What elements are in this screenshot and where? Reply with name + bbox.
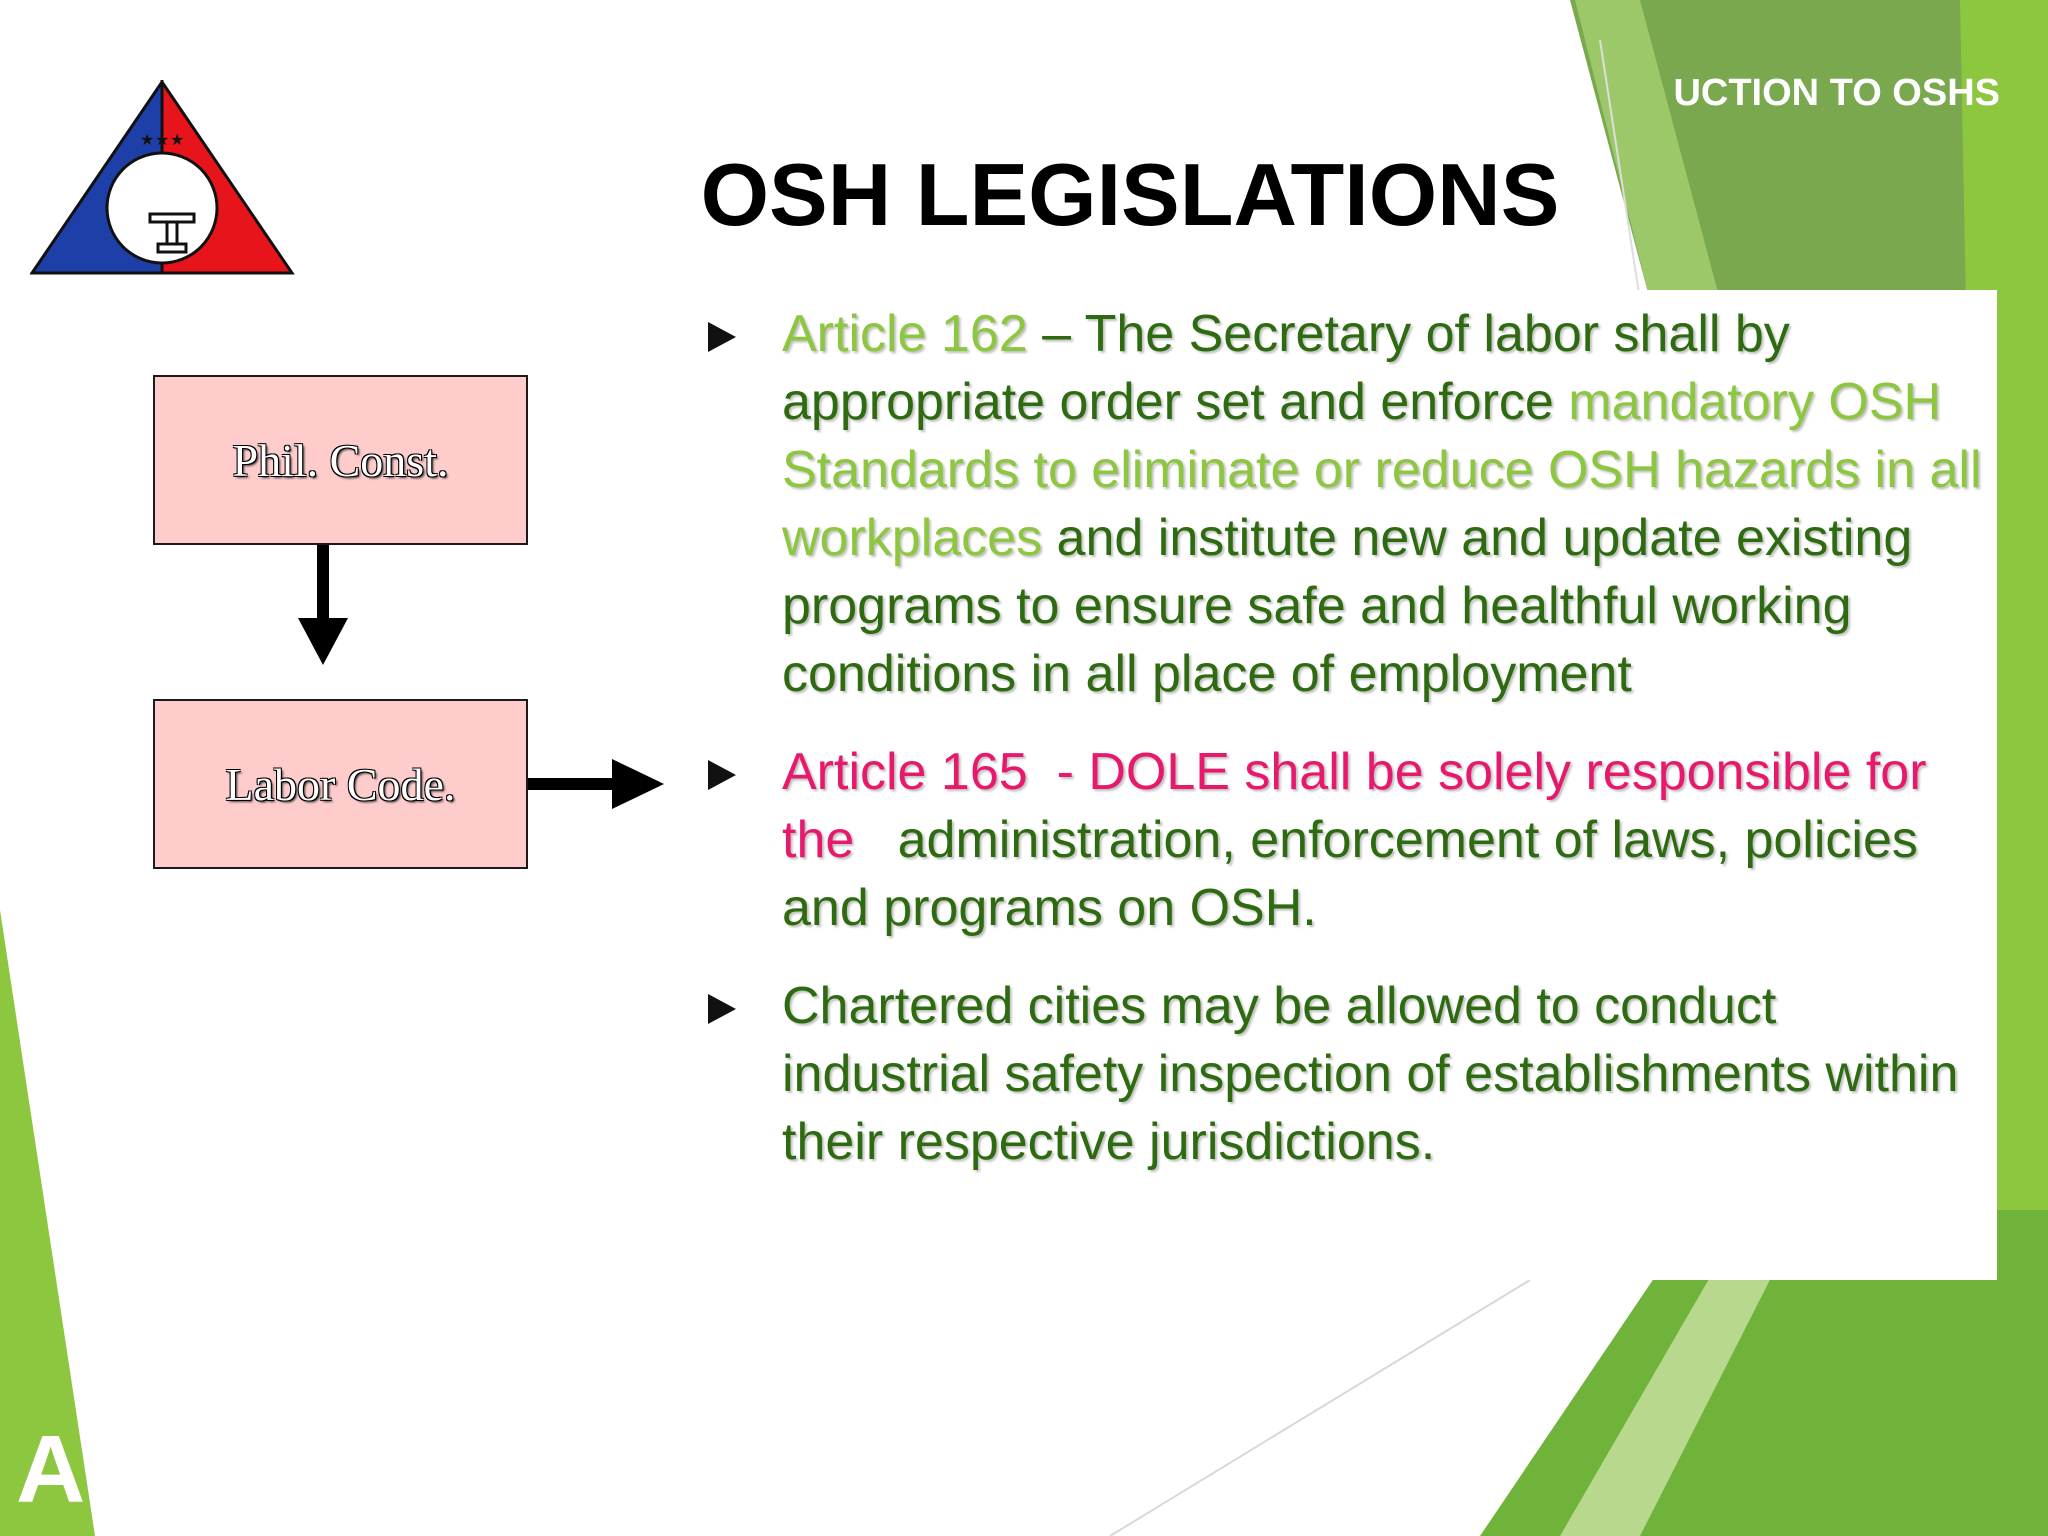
section-header: UCTION TO OSHS — [1673, 72, 2000, 114]
bullet-triangle-icon — [708, 994, 736, 1024]
bullet-chartered-cities — [700, 972, 1990, 1176]
logo-star-2-icon: ★ — [155, 130, 170, 149]
logo-star-3-icon: ★ — [170, 130, 185, 149]
slide-title: OSH LEGISLATIONS — [700, 145, 1560, 244]
logo-star-1-icon: ★ — [140, 130, 155, 149]
bullet-article-162 — [700, 300, 1990, 708]
flow-box-phil-const-label: Phil. Const. — [232, 434, 449, 486]
bullet-list — [700, 300, 1990, 1206]
article-165-text: administration, enforcement of laws, policies and programs on OSH. — [782, 811, 1933, 937]
article-162-text-end: and institute new and update existing programs to ensure safe and healthful working conditions in all place of employment — [782, 509, 1913, 703]
corner-letter: A — [16, 1416, 86, 1523]
agency-logo — [30, 80, 295, 280]
bullet-triangle-icon — [708, 322, 736, 352]
chartered-cities-text: Chartered cities may be allowed to conduct industrial safety inspection of establishments within their respective jurisdictions. — [782, 977, 1959, 1171]
article-165-highlight: Article 165 - DOLE shall be solely responsible for the — [782, 743, 1941, 869]
article-162-text: – The Secretary of labor shall by appropriate order set and enforce — [782, 305, 1790, 431]
flow-box-phil-const — [153, 375, 528, 545]
flow-box-labor-code-label: Labor Code. — [225, 758, 456, 810]
bullet-article-165 — [700, 738, 1990, 942]
bullet-triangle-icon — [708, 760, 736, 790]
article-162-highlight: mandatory OSH Standards to eliminate or reduce OSH hazards in all workplaces — [782, 373, 1982, 567]
flow-box-labor-code — [153, 699, 528, 869]
bg-thin-line — [1110, 1280, 1530, 1536]
article-162-label: Article 162 — [782, 305, 1028, 363]
